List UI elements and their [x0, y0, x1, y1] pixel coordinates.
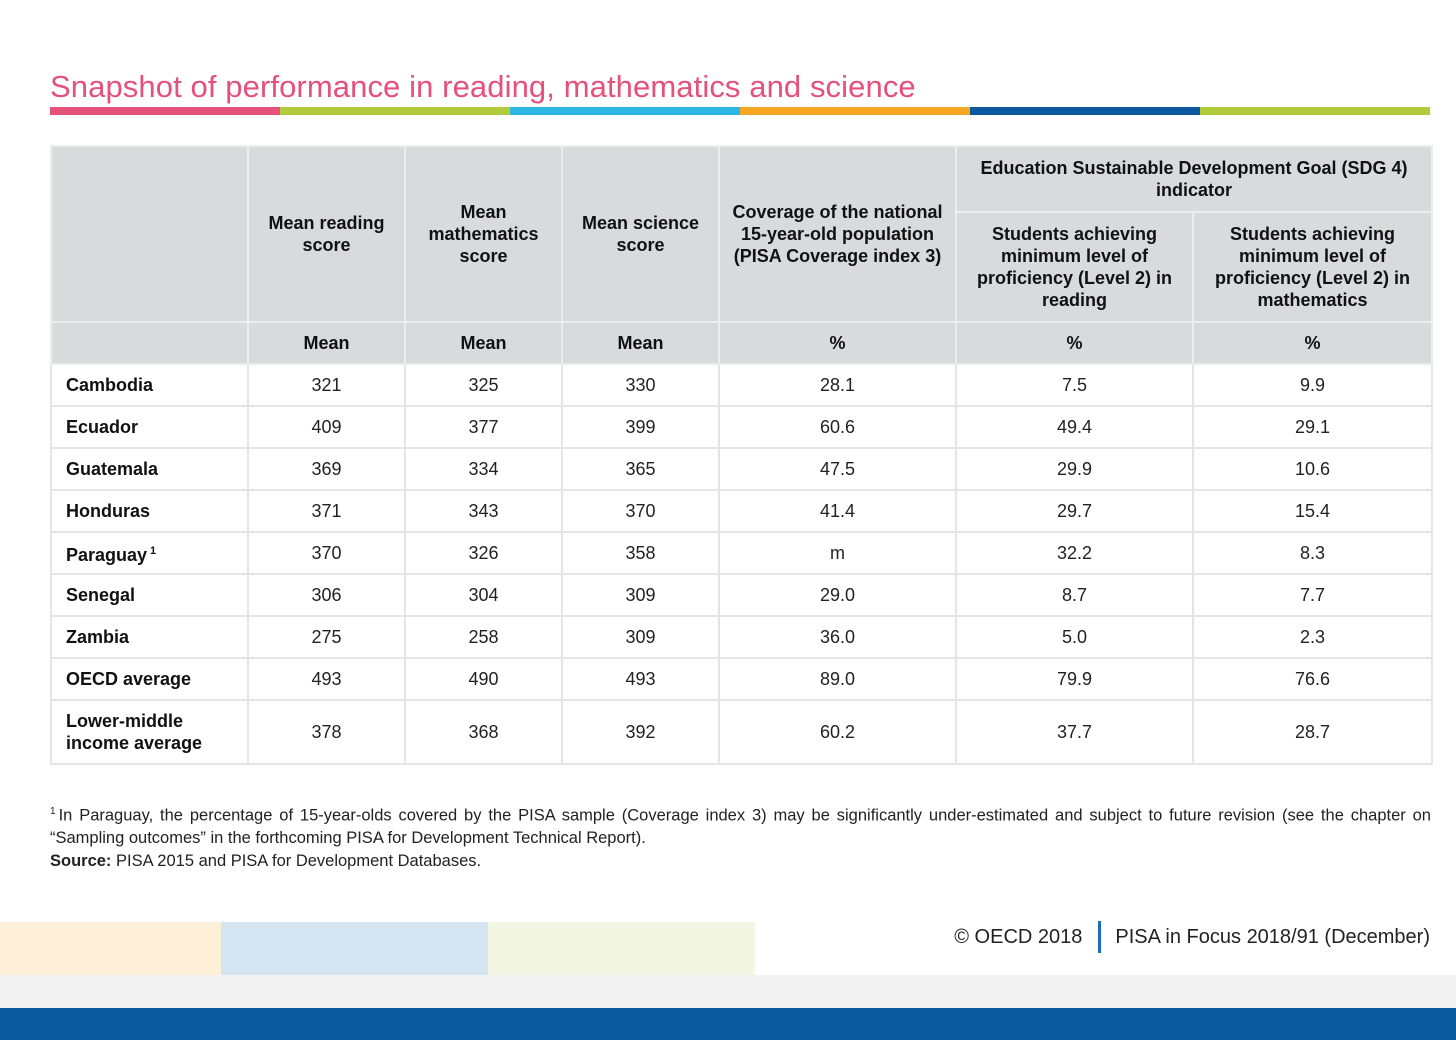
value-cell: 493: [562, 658, 719, 700]
value-cell: 399: [562, 406, 719, 448]
country-cell: [51, 700, 248, 764]
table-row: [51, 364, 1432, 406]
decor-tile: [221, 922, 488, 975]
footnote: [50, 801, 1431, 850]
value-cell: 10.6: [1193, 448, 1432, 490]
value-cell: 41.4: [719, 490, 956, 532]
value-cell: 490: [405, 658, 562, 700]
country-cell: [51, 616, 248, 658]
unit-blank: [51, 322, 248, 364]
country-name: Cambodia: [66, 375, 154, 395]
header-sdg-group: Education Sustainable Development Goal (SDG 4) indicator: [956, 146, 1432, 212]
value-cell: 370: [248, 532, 405, 574]
header-sdg-math: Students achieving minimum level of proficiency (Level 2) in mathematics: [1193, 212, 1432, 322]
color-rule: [50, 107, 1430, 115]
value-cell: 47.5: [719, 448, 956, 490]
country-cell: [51, 448, 248, 490]
value-cell: 29.1: [1193, 406, 1432, 448]
country-cell: [51, 658, 248, 700]
source-text: PISA 2015 and PISA for Development Databases.: [116, 851, 482, 870]
country-name: Ecuador: [66, 417, 139, 437]
footer-blue-band: [0, 1008, 1456, 1040]
page-title: Snapshot of performance in reading, mathematics and science: [50, 68, 916, 104]
value-cell: m: [719, 532, 956, 574]
notes: [50, 801, 1431, 872]
footer-separator: [1098, 921, 1101, 953]
value-cell: 309: [562, 574, 719, 616]
value-cell: 325: [405, 364, 562, 406]
value-cell: 29.7: [956, 490, 1193, 532]
unit-cell: Mean: [405, 322, 562, 364]
rule-segment: [510, 107, 740, 115]
value-cell: 89.0: [719, 658, 956, 700]
value-cell: 371: [248, 490, 405, 532]
value-cell: 306: [248, 574, 405, 616]
value-cell: 258: [405, 616, 562, 658]
decor-tile: [0, 922, 221, 975]
rule-segment: [280, 107, 510, 115]
value-cell: 36.0: [719, 616, 956, 658]
value-cell: 60.6: [719, 406, 956, 448]
source-line: [50, 850, 1431, 873]
value-cell: 76.6: [1193, 658, 1432, 700]
header-coverage: Coverage of the national 15-year-old population (PISA Coverage index 3): [719, 146, 956, 322]
value-cell: 49.4: [956, 406, 1193, 448]
table-row: [51, 574, 1432, 616]
table-row: [51, 490, 1432, 532]
value-cell: 8.7: [956, 574, 1193, 616]
value-cell: 377: [405, 406, 562, 448]
table-row: [51, 406, 1432, 448]
country-cell: [51, 406, 248, 448]
value-cell: 370: [562, 490, 719, 532]
table-row: [51, 532, 1432, 574]
unit-cell: %: [956, 322, 1193, 364]
country-name: Honduras: [66, 501, 151, 521]
value-cell: 79.9: [956, 658, 1193, 700]
value-cell: 392: [562, 700, 719, 764]
table-row: [51, 448, 1432, 490]
country-cell: [51, 574, 248, 616]
value-cell: 343: [405, 490, 562, 532]
value-cell: 369: [248, 448, 405, 490]
table-row: [51, 616, 1432, 658]
country-name: Zambia: [66, 627, 130, 647]
value-cell: 28.1: [719, 364, 956, 406]
publication-label: PISA in Focus 2018/91 (December): [1115, 925, 1430, 948]
value-cell: 326: [405, 532, 562, 574]
country-name: Lower-middle income average: [66, 711, 203, 753]
value-cell: 321: [248, 364, 405, 406]
header-mathematics: Mean mathematics score: [405, 146, 562, 322]
value-cell: 409: [248, 406, 405, 448]
value-cell: 334: [405, 448, 562, 490]
value-cell: 309: [562, 616, 719, 658]
country-name: OECD average: [66, 669, 192, 689]
country-cell: [51, 364, 248, 406]
decor-tile: [488, 922, 755, 975]
value-cell: 365: [562, 448, 719, 490]
performance-table: [50, 145, 1433, 765]
rule-segment: [1200, 107, 1430, 115]
value-cell: 493: [248, 658, 405, 700]
value-cell: 2.3: [1193, 616, 1432, 658]
table-row: [51, 700, 1432, 764]
header-reading: Mean reading score: [248, 146, 405, 322]
source-label: Source:: [50, 851, 112, 870]
value-cell: 8.3: [1193, 532, 1432, 574]
rule-segment: [970, 107, 1200, 115]
value-cell: 304: [405, 574, 562, 616]
value-cell: 378: [248, 700, 405, 764]
value-cell: 330: [562, 364, 719, 406]
rule-segment: [50, 107, 280, 115]
unit-cell: Mean: [248, 322, 405, 364]
copyright: © OECD 2018: [954, 925, 1083, 948]
footnote-text: In Paraguay, the percentage of 15-year-olds covered by the PISA sample (Coverage index 3) may be significantly under-estimated and subject to future revision (see the chapter on “Sampling outcomes” in the forthcoming PISA for Development Technical Report).: [50, 806, 1431, 847]
country-name: Guatemala: [66, 459, 159, 479]
value-cell: 275: [248, 616, 405, 658]
country-cell: [51, 532, 248, 574]
value-cell: 5.0: [956, 616, 1193, 658]
value-cell: 15.4: [1193, 490, 1432, 532]
rule-segment: [740, 107, 970, 115]
value-cell: 60.2: [719, 700, 956, 764]
unit-cell: Mean: [562, 322, 719, 364]
value-cell: 37.7: [956, 700, 1193, 764]
value-cell: 358: [562, 532, 719, 574]
table-row: [51, 658, 1432, 700]
footer: [954, 921, 1430, 953]
value-cell: 32.2: [956, 532, 1193, 574]
table-body: [51, 364, 1432, 764]
value-cell: 7.5: [956, 364, 1193, 406]
value-cell: 9.9: [1193, 364, 1432, 406]
header-science: Mean science score: [562, 146, 719, 322]
country-cell: [51, 490, 248, 532]
footnote-marker: 1: [50, 806, 56, 817]
value-cell: 29.9: [956, 448, 1193, 490]
footer-grey-band: [0, 975, 1456, 1008]
unit-cell: %: [1193, 322, 1432, 364]
unit-cell: %: [719, 322, 956, 364]
header-country-blank: [51, 146, 248, 322]
header-sdg-reading: Students achieving minimum level of proficiency (Level 2) in reading: [956, 212, 1193, 322]
value-cell: 29.0: [719, 574, 956, 616]
country-name: Paraguay: [66, 545, 148, 565]
value-cell: 28.7: [1193, 700, 1432, 764]
value-cell: 368: [405, 700, 562, 764]
country-name: Senegal: [66, 585, 136, 605]
footnote-ref: 1: [150, 545, 157, 557]
value-cell: 7.7: [1193, 574, 1432, 616]
